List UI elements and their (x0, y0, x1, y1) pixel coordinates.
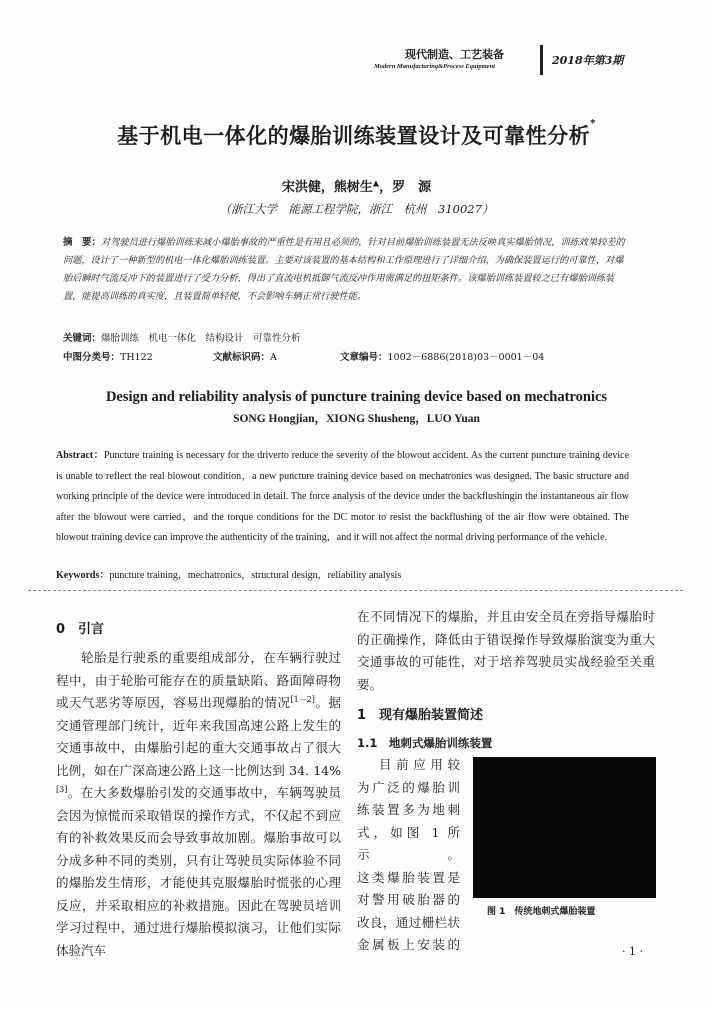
doc-code (213, 349, 277, 363)
narrow-line-2: 练装置多为地刺 (357, 802, 460, 817)
affiliation-cn: （浙江大学 能源工程学院，浙江 杭州 310027） (219, 202, 494, 216)
figure-1-caption: 图 1 传统地刺式爆胎装置 (487, 907, 596, 917)
intro-continuation: 在不同情况下的爆胎，并且由安全员在旁指导爆胎时的正确操作，降低由于错误操作导致爆胎演变为重大交通事故的可能性，对于培养驾驶员实战经验至关重要。 (357, 609, 655, 692)
body-left-column (56, 647, 341, 962)
narrow-text-column (357, 754, 460, 957)
citation-2: [3] (56, 784, 68, 794)
header-divider (540, 45, 543, 75)
clc-value: TH122 (120, 352, 153, 363)
art-label: 文章编号： (340, 352, 388, 363)
body-right-column (357, 606, 655, 696)
intro-text-1: 轮胎是行驶系的重要组成部分，在车辆行驶过程中，由于轮胎可能存在的质量缺陷、路面障碍物或天气恶劣等原因，容易出现爆胎的情况 (56, 650, 341, 710)
author-2: 熊树生 (333, 180, 373, 195)
narrow-line-4: 这类爆胎装置是 (357, 869, 460, 885)
abstract-cn-text: 对驾驶员进行爆胎训练来减小爆胎事故的严重性是有用且必须的，针对目前爆胎训练装置无法反映真实爆胎情况，训练效果较差的问题，设计了一种新型的机电一体化爆胎训练装置。主要对该装置的基本结构和工作原理进行了详细介绍，为确保装置运行的可靠性，对爆胎后瞬时气流反冲下的装置进行了受力分析，得出了直流电机抵御气流反冲作用需满足的扭矩条件。该爆胎训练装置较之已有爆胎训练装置，能提高训练的真实度，且装置简单轻便，不会影响车辆正常行驶性能。 (63, 237, 625, 302)
narrow-line-1: 为广泛的爆胎训 (357, 779, 460, 795)
narrow-line-7: 金属板上安装的 (357, 937, 460, 952)
issue-label: 2018年第3期 (552, 54, 624, 67)
title-footnote-mark: * (590, 118, 596, 129)
journal-name-en: Modern Manufacturing&Process Equipment (374, 63, 495, 70)
paper-title-en: Design and reliability analysis of puncture training device based on mechatronics (105, 389, 608, 405)
section-divider (28, 590, 683, 591)
keywords-en (56, 566, 401, 581)
citation-1: [1－2] (290, 694, 315, 704)
narrow-line-0: 目前应用较 (379, 757, 460, 772)
section-0-heading: 0 引言 (56, 622, 105, 637)
abstract-en-label: Abstract： (56, 450, 104, 461)
doc-label: 文献标识码： (213, 352, 271, 363)
clc-label: 中图分类号： (63, 352, 121, 363)
doc-value: A (270, 352, 277, 363)
abstract-cn-label: 摘 要： (63, 237, 102, 248)
section-1-heading: 1 现有爆胎装置简述 (357, 708, 484, 723)
abstract-cn (63, 234, 629, 306)
journal-name-cn: 现代制造、工艺装备 (405, 48, 504, 61)
authors-en: SONG Hongjian，XIONG Shusheng，LUO Yuan (233, 413, 480, 425)
author-1: 宋洪健， (281, 180, 334, 195)
intro-paragraph (56, 647, 341, 962)
narrow-line-3: 式，如图 1 所示。 (357, 824, 460, 862)
author-3: ，罗 源 (379, 180, 432, 195)
intro-text-3: 。在大多数爆胎引发的交通事故中，车辆驾驶员会因为惊慌而采取错误的操作方式，不仅起不到应有的补救效果反而会导致事故加剧。爆胎事故可以分成多种不同的类别，只有让驾驶员实际体验不同的爆胎发生情形，才能使其克服爆胎时慌张的心理反应，并采取相应的补救措施。因此在驾驶员培训学习过程中，通过进行爆胎模拟演习，让他们实际体验汽车 (56, 785, 341, 958)
art-value: 1002－6886(2018)03－0001－04 (387, 352, 545, 363)
narrow-line-5: 对警用破胎器的 (357, 892, 460, 907)
abstract-en (56, 446, 629, 549)
corresponding-mark: ▲ (372, 178, 380, 188)
clc-number (63, 349, 153, 363)
keywords-en-label: Keywords： (56, 570, 110, 581)
keywords-cn (63, 330, 301, 344)
intro-text-2: 。据交通管理部门统计，近年来我国高速公路上发生的交通事故中，由爆胎引起的重大交通事故占了很大比例，如在广深高速公路上这一比例达到 34. 14% (56, 695, 341, 778)
page-number: · 1 · (622, 945, 643, 958)
subsection-1-1-heading: 1.1 地刺式爆胎训练装置 (357, 736, 493, 750)
paper-title-cn (0, 120, 713, 150)
narrow-line-6: 改良，通过栅栏状 (357, 914, 460, 930)
figure-1-image (473, 757, 656, 898)
authors-cn (0, 176, 713, 195)
title-text: 基于机电一体化的爆胎训练装置设计及可靠性分析 (117, 124, 591, 148)
article-number (340, 349, 544, 363)
abstract-en-text: Puncture training is necessary for the driverto reduce the severity of the blowout accident. As the current puncture training device is unable to reflect the real blowout condition，a new puncture training device based on mechatronics was designed. The basic structure and working principle of the device were introduced in detail. The force analysis of the device under the backflushingin the instantaneous air flow after the blowout were carried，and the torque conditions for the DC motor to resist the backflushing of the air flow were obtained. The blowout training device can improve the authenticity of the training，and it will not affect the normal driving performance of the vehicle. (56, 450, 630, 543)
keywords-cn-text: 爆胎训练 机电一体化 结构设计 可靠性分析 (101, 333, 301, 344)
keywords-cn-label: 关键词： (63, 333, 102, 344)
keywords-en-text: puncture training，mechatronics，structural design，reliability analysis (109, 570, 402, 581)
